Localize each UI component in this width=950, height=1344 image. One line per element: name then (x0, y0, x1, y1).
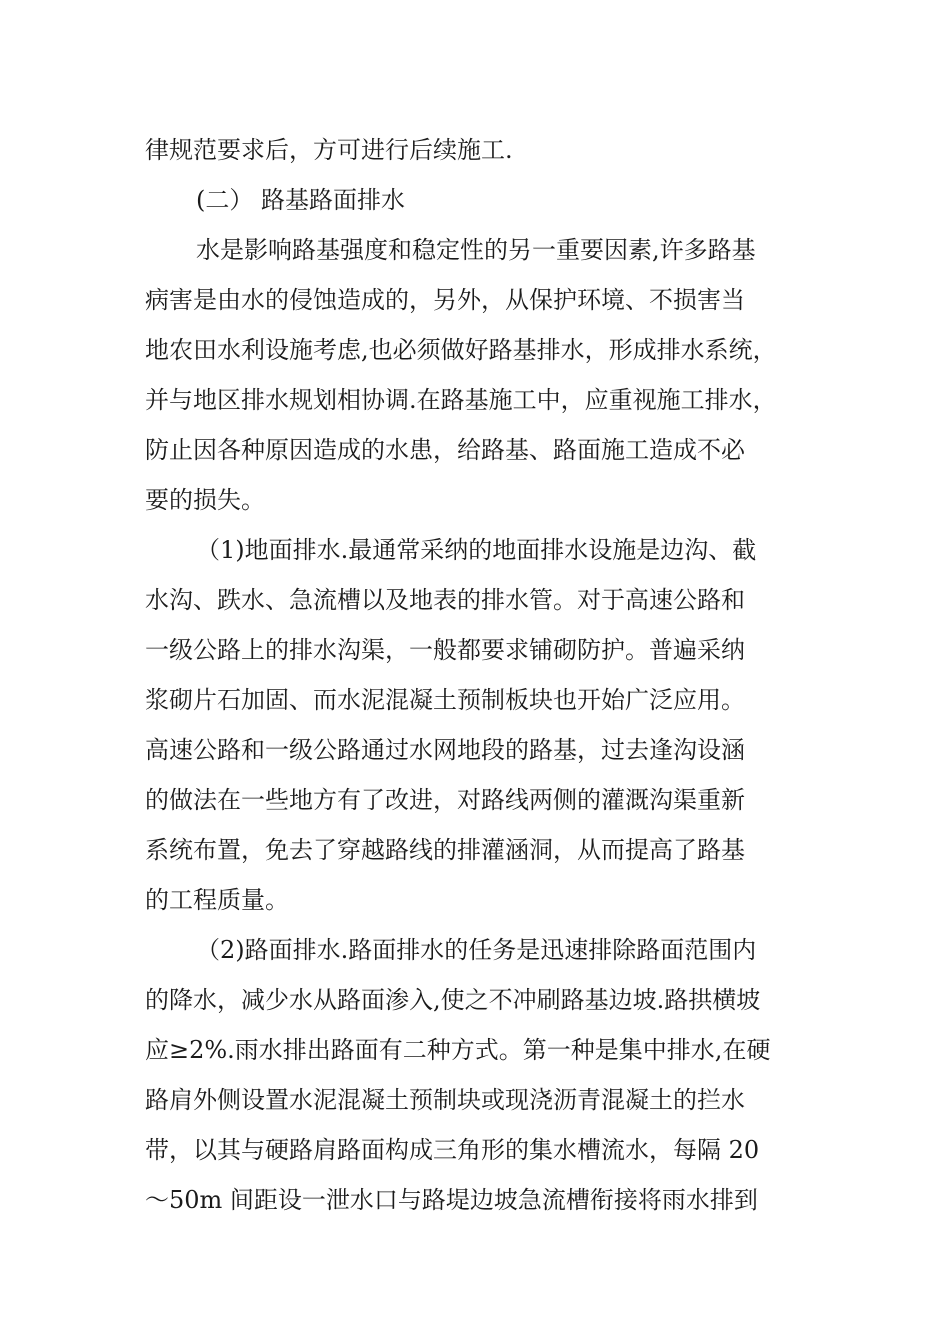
text-line: 一级公路上的排水沟渠，一般都要求铺砌防护。普遍采纳 (145, 636, 745, 664)
text-line: 并与地区排水规划相协调.在路基施工中，应重视施工排水， (145, 386, 777, 414)
section-heading: (二） 路基路面排水 (196, 186, 405, 214)
text-line: 系统布置，免去了穿越路线的排灌涵洞，从而提高了路基 (145, 836, 745, 864)
text-line: 浆砌片石加固、而水泥混凝土预制板块也开始广泛应用。 (145, 686, 745, 714)
text-line: 的做法在一些地方有了改进，对路线两侧的灌溉沟渠重新 (145, 786, 745, 814)
text-line: 病害是由水的侵蚀造成的，另外，从保护环境、不损害当 (145, 286, 745, 314)
text-line: 律规范要求后，方可进行后续施工. (145, 136, 513, 164)
text-line: 的降水，减少水从路面渗入,使之不冲刷路基边坡.路拱横坡 (145, 986, 761, 1014)
text-line: 防止因各种原因造成的水患，给路基、路面施工造成不必 (145, 436, 745, 464)
text-line: 水沟、跌水、急流槽以及地表的排水管。对于高速公路和 (145, 586, 745, 614)
text-line: ～50m 间距设一泄水口与路堤边坡急流槽衔接将雨水排到 (145, 1186, 758, 1214)
text-line: 水是影响路基强度和稳定性的另一重要因素,许多路基 (196, 236, 756, 264)
text-line: （1)地面排水.最通常采纳的地面排水设施是边沟、截 (196, 536, 757, 564)
text-line: 要的损失。 (145, 486, 265, 514)
text-line: 路肩外侧设置水泥混凝土预制块或现浇沥青混凝土的拦水 (145, 1086, 745, 1114)
text-line: 地农田水利设施考虑,也必须做好路基排水，形成排水系统， (145, 336, 777, 364)
text-line: 带，以其与硬路肩路面构成三角形的集水槽流水，每隔 20 (145, 1136, 760, 1164)
text-line: 高速公路和一级公路通过水网地段的路基，过去逢沟设涵 (145, 736, 745, 764)
text-line: 的工程质量。 (145, 886, 289, 914)
text-line: 应≥2%.雨水排出路面有二种方式。第一种是集中排水,在硬 (145, 1036, 771, 1064)
text-line: （2)路面排水.路面排水的任务是迅速排除路面范围内 (196, 936, 757, 964)
